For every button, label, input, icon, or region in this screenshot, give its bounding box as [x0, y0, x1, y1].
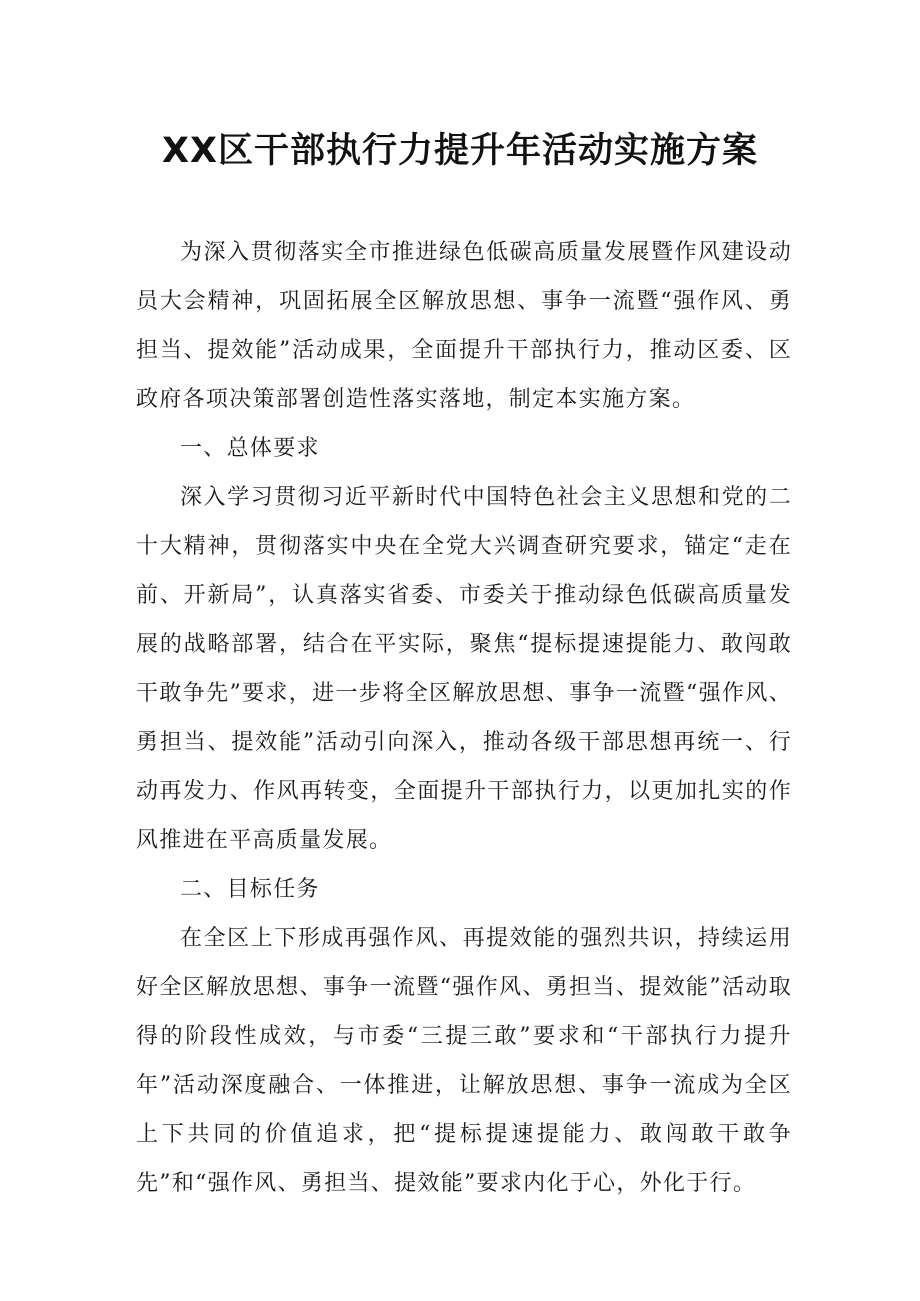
document-title: XX区干部执行力提升年活动实施方案	[162, 131, 758, 171]
document-body	[136, 228, 792, 1208]
section-paragraph-overall-requirements: 深入学习贯彻习近平新时代中国特色社会主义思想和党的二十大精神，贯彻落实中央在全党大兴调查研究要求，锚定“走在前、开新局”，认真落实省委、市委关于推动绿色低碳高质量发展的战略部署，结合在平实际，聚焦“提标提速提能力、敢闯敢干敢争先”要求，进一步将全区解放思想、事争一流暨“强作风、勇担当、提效能”活动引向深入，推动各级干部思想再统一、行动再发力、作风再转变，全面提升干部执行力，以更加扎实的作风推进在平高质量发展。	[136, 485, 792, 853]
intro-paragraph: 为深入贯彻落实全市推进绿色低碳高质量发展暨作风建设动员大会精神，巩固拓展全区解放思想、事争一流暨“强作风、勇担当、提效能”活动成果，全面提升干部执行力，推动区委、区政府各项决策部署创造性落实落地，制定本实施方案。	[136, 240, 792, 412]
section-heading-overall-requirements: 一、总体要求	[180, 436, 320, 461]
section-heading-goals-tasks: 二、目标任务	[180, 877, 320, 902]
section-paragraph-goals-tasks: 在全区上下形成再强作风、再提效能的强烈共识，持续运用好全区解放思想、事争一流暨“强作风、勇担当、提效能”活动取得的阶段性成效，与市委“三提三敢”要求和“干部执行力提升年”活动深度融合、一体推进，让解放思想、事争一流成为全区上下共同的价值追求，把“提标提速提能力、敢闯敢干敢争先”和“强作风、勇担当、提效能”要求内化于心，外化于行。	[136, 926, 792, 1196]
